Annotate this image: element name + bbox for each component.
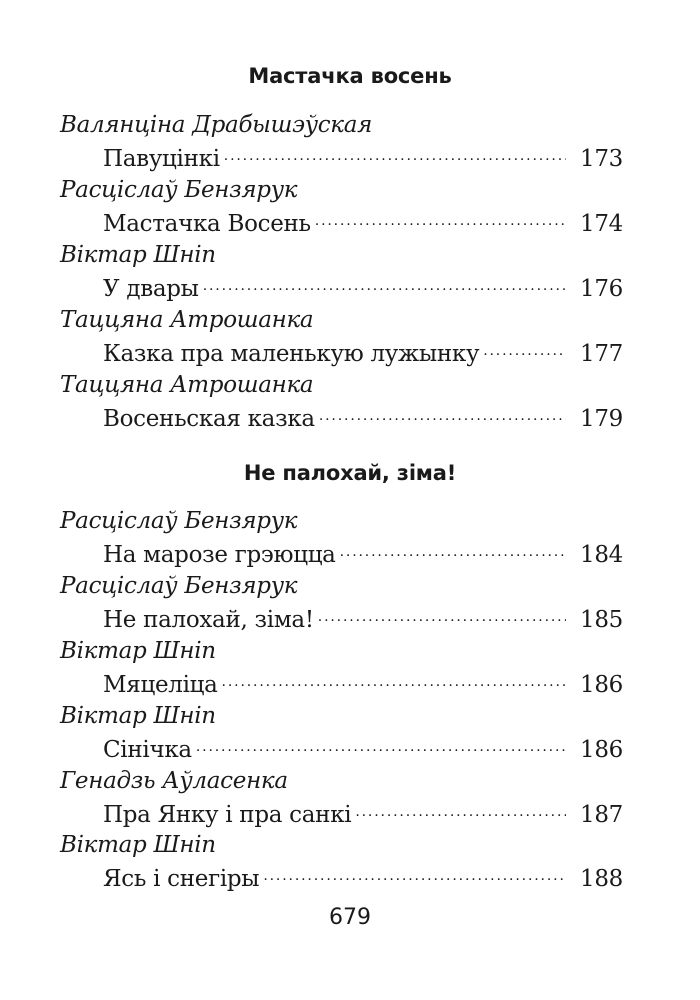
entry-page-number: 188 <box>580 866 623 892</box>
toc-entry[interactable] <box>103 273 623 302</box>
entry-author: Расціслаў Бензярук <box>60 177 298 203</box>
dot-leader <box>263 863 566 886</box>
entry-author: Расціслаў Бензярук <box>60 573 298 599</box>
dot-leader <box>319 403 566 426</box>
entry-title: Пра Янку і пра санкі <box>103 802 352 828</box>
entry-author: Віктар Шніп <box>60 638 216 664</box>
toc-entry[interactable] <box>103 734 623 763</box>
dot-leader <box>355 799 566 822</box>
toc-entry[interactable] <box>103 669 623 698</box>
entry-page-number: 176 <box>580 276 623 302</box>
section-title: Мастачка восень <box>248 64 452 88</box>
toc-entry[interactable] <box>103 799 623 828</box>
entry-author: Віктар Шніп <box>60 832 216 858</box>
toc-entry[interactable] <box>103 208 623 237</box>
toc-entry[interactable] <box>103 604 623 633</box>
entry-title: Мяцеліца <box>103 672 218 698</box>
dot-leader <box>340 539 566 562</box>
dot-leader <box>315 208 566 231</box>
entry-page-number: 174 <box>580 211 623 237</box>
entry-author: Генадзь Аўласенка <box>60 768 288 794</box>
entry-author: Таццяна Атрошанка <box>60 307 314 333</box>
entry-page-number: 179 <box>580 406 623 432</box>
entry-title: Казка пра маленькую лужынку <box>103 341 480 367</box>
toc-entry[interactable] <box>103 403 623 432</box>
entry-page-number: 185 <box>580 607 623 633</box>
entry-title: Не палохай, зіма! <box>103 607 314 633</box>
entry-title: Мастачка Восень <box>103 211 311 237</box>
entry-author: Віктар Шніп <box>60 242 216 268</box>
entry-page-number: 186 <box>580 737 623 763</box>
entry-page-number: 184 <box>580 542 623 568</box>
dot-leader <box>222 669 566 692</box>
entry-author: Таццяна Атрошанка <box>60 372 314 398</box>
entry-page-number: 177 <box>580 341 623 367</box>
dot-leader <box>483 338 566 361</box>
entry-title: Ясь і снегіры <box>103 866 260 892</box>
entry-title: У двары <box>103 276 199 302</box>
toc-entry[interactable] <box>103 863 623 892</box>
dot-leader <box>196 734 566 757</box>
entry-author: Валянціна Драбышэўская <box>60 112 373 138</box>
entry-title: Павуцінкі <box>103 146 220 172</box>
entry-page-number: 187 <box>580 802 623 828</box>
entry-page-number: 186 <box>580 672 623 698</box>
entry-author: Віктар Шніп <box>60 703 216 729</box>
entry-author: Расціслаў Бензярук <box>60 508 298 534</box>
entry-title: Восеньская казка <box>103 406 315 432</box>
entry-title: На марозе грэюцца <box>103 542 336 568</box>
dot-leader <box>203 273 566 296</box>
dot-leader <box>318 604 566 627</box>
dot-leader <box>224 143 566 166</box>
entry-title: Сінічка <box>103 737 192 763</box>
entry-page-number: 173 <box>580 146 623 172</box>
toc-entry[interactable] <box>103 539 623 568</box>
toc-entry[interactable] <box>103 143 623 172</box>
section-title: Не палохай, зіма! <box>243 461 457 485</box>
toc-entry[interactable] <box>103 338 623 367</box>
page-number: 679 <box>329 905 371 930</box>
